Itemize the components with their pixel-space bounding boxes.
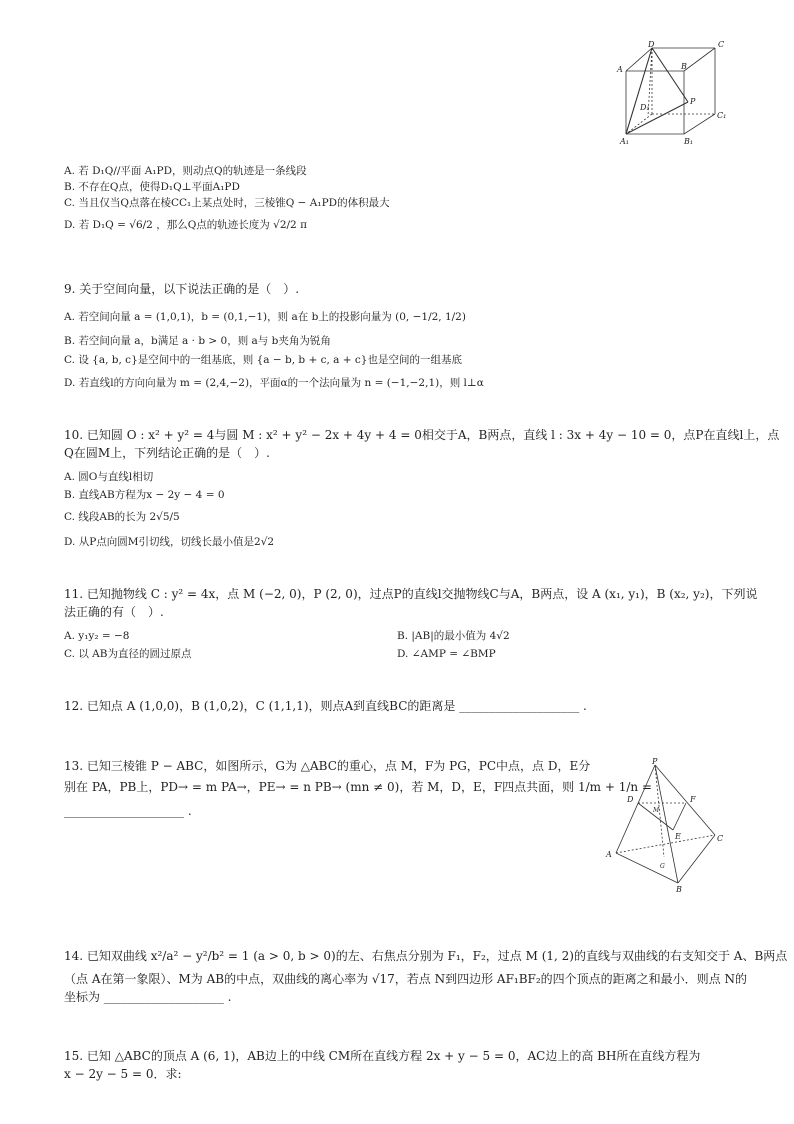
q10-stem-line2: Q在圆M上，下列结论正确的是（ ）.	[64, 446, 270, 460]
q10-option-d: D. 从P点向圆M引切线，切线长最小值是2√2	[64, 536, 275, 548]
cube-label-P: P	[690, 97, 696, 106]
pyr-label-P: P	[652, 757, 658, 766]
q11-stem-line1: 11. 已知抛物线 C : y² = 4x，点 M (−2, 0)，P (2, 0)，过点P的直线l交抛物线C与A，B两点，设 A (x₁, y₁)，B (x₂, y₂)，下列说	[64, 587, 758, 601]
cube-label-C: C	[718, 40, 725, 49]
cube-diagram	[612, 38, 737, 150]
q10-option-b: B. 直线AB方程为x − 2y − 4 = 0	[64, 489, 225, 501]
cube-label-A1: A₁	[620, 137, 629, 146]
cube-label-B1: B₁	[684, 137, 694, 146]
cube-label-B: B	[681, 62, 687, 71]
q13-stem-line2: 别在 PA，PB上，PD→ = m PA→，PE→ = n PB→ (mn ≠ 0)，若 M，D，E，F四点共面，则 1/m + 1/n =	[64, 780, 652, 794]
cube-label-D: D	[648, 40, 655, 49]
pyr-label-F: F	[690, 795, 696, 804]
q9-option-a: A. 若空间向量 a = (1,0,1)，b = (0,1,−1)，则 a在 b上的投影向量为 (0, −1/2, 1/2)	[64, 311, 466, 323]
q10-stem-line1: 10. 已知圆 O : x² + y² = 4与圆 M : x² + y² − 2x + 4y + 4 = 0相交于A，B两点，直线 l : 3x + 4y − 10 = 0，点P在直线l上，点	[64, 428, 780, 442]
q8-option-b: B. 不存在Q点，使得D₁Q⊥平面A₁PD	[64, 181, 240, 193]
q13-stem-line1: 13. 已知三棱锥 P − ABC，如图所示，G为 △ABC的重心，点 M，F为 PG，PC中点，点 D，E分	[64, 759, 591, 773]
pyr-label-B: B	[676, 885, 682, 894]
q11-option-d: D. ∠AMP = ∠BMP	[397, 648, 496, 660]
q10-option-c: C. 线段AB的长为 2√5/5	[64, 511, 180, 523]
q9-stem: 9. 关于空间向量，以下说法正确的是（ ）.	[64, 282, 300, 296]
pyr-label-D: D	[627, 795, 634, 804]
q14-stem-line1: 14. 已知双曲线 x²/a² − y²/b² = 1 (a > 0, b > 0)的左、右焦点分别为 F₁，F₂，过点 M (1, 2)的直线与双曲线的右支知交于 A、B两点	[64, 949, 788, 963]
cube-label-C1: C₁	[717, 111, 727, 120]
pyr-label-E: E	[675, 832, 681, 841]
q9-option-c: C. 设 {a, b, c}是空间中的一组基底，则 {a − b, b + c, a + c}也是空间的一组基底	[64, 354, 462, 366]
pyramid-figure	[600, 755, 730, 895]
q15-stem-line2: x − 2y − 5 = 0．求:	[64, 1067, 182, 1081]
q8-option-d: D. 若 D₁Q = √6/2 ，那么Q点的轨迹长度为 √2/2 π	[64, 219, 307, 231]
q14-stem-line3: 坐标为 ____________________ .	[64, 990, 232, 1004]
q15-stem-line1: 15. 已知 △ABC的顶点 A (6, 1)，AB边上的中线 CM所在直线方程 2x + y − 5 = 0，AC边上的高 BH所在直线方程为	[64, 1049, 701, 1063]
cube-label-A: A	[617, 65, 623, 74]
q8-option-c: C. 当且仅当Q点落在棱CC₁上某点处时，三棱锥Q − A₁PD的体积最大	[64, 197, 390, 209]
q9-option-b: B. 若空间向量 a，b满足 a · b > 0，则 a与 b夹角为锐角	[64, 335, 331, 347]
q13-answer-blank: ____________________ .	[64, 804, 192, 818]
q8-option-a: A. 若 D₁Q//平面 A₁PD，则动点Q的轨迹是一条线段	[64, 165, 307, 177]
pyramid-diagram	[600, 755, 730, 895]
cube-label-D1: D₁	[640, 103, 650, 112]
pyr-label-A: A	[606, 850, 612, 859]
cube-figure	[612, 38, 737, 150]
q11-option-b: B. |AB|的最小值为 4√2	[397, 630, 510, 642]
q14-stem-line2: （点 A在第一象限）、M为 AB的中点，双曲线的离心率为 √17，若点 N到四边形 AF₁BF₂的四个顶点的距离之和最小．则点 N的	[64, 972, 748, 986]
q11-option-c: C. 以 AB为直径的圆过原点	[64, 648, 192, 660]
pyr-label-C: C	[717, 834, 724, 843]
q12-stem: 12. 已知点 A (1,0,0)，B (1,0,2)，C (1,1,1)，则点A到直线BC的距离是 ____________________ .	[64, 699, 587, 713]
q9-option-d: D. 若直线l的方向向量为 m = (2,4,−2)，平面α的一个法向量为 n = (−1,−2,1)，则 l⊥α	[64, 377, 484, 389]
q11-option-a: A. y₁y₂ = −8	[64, 630, 130, 642]
pyr-label-G: G	[660, 863, 665, 870]
pyr-label-M: M	[653, 807, 660, 814]
q11-stem-line2: 法正确的有（ ）.	[64, 605, 164, 619]
q10-option-a: A. 圆O与直线l相切	[64, 471, 154, 483]
